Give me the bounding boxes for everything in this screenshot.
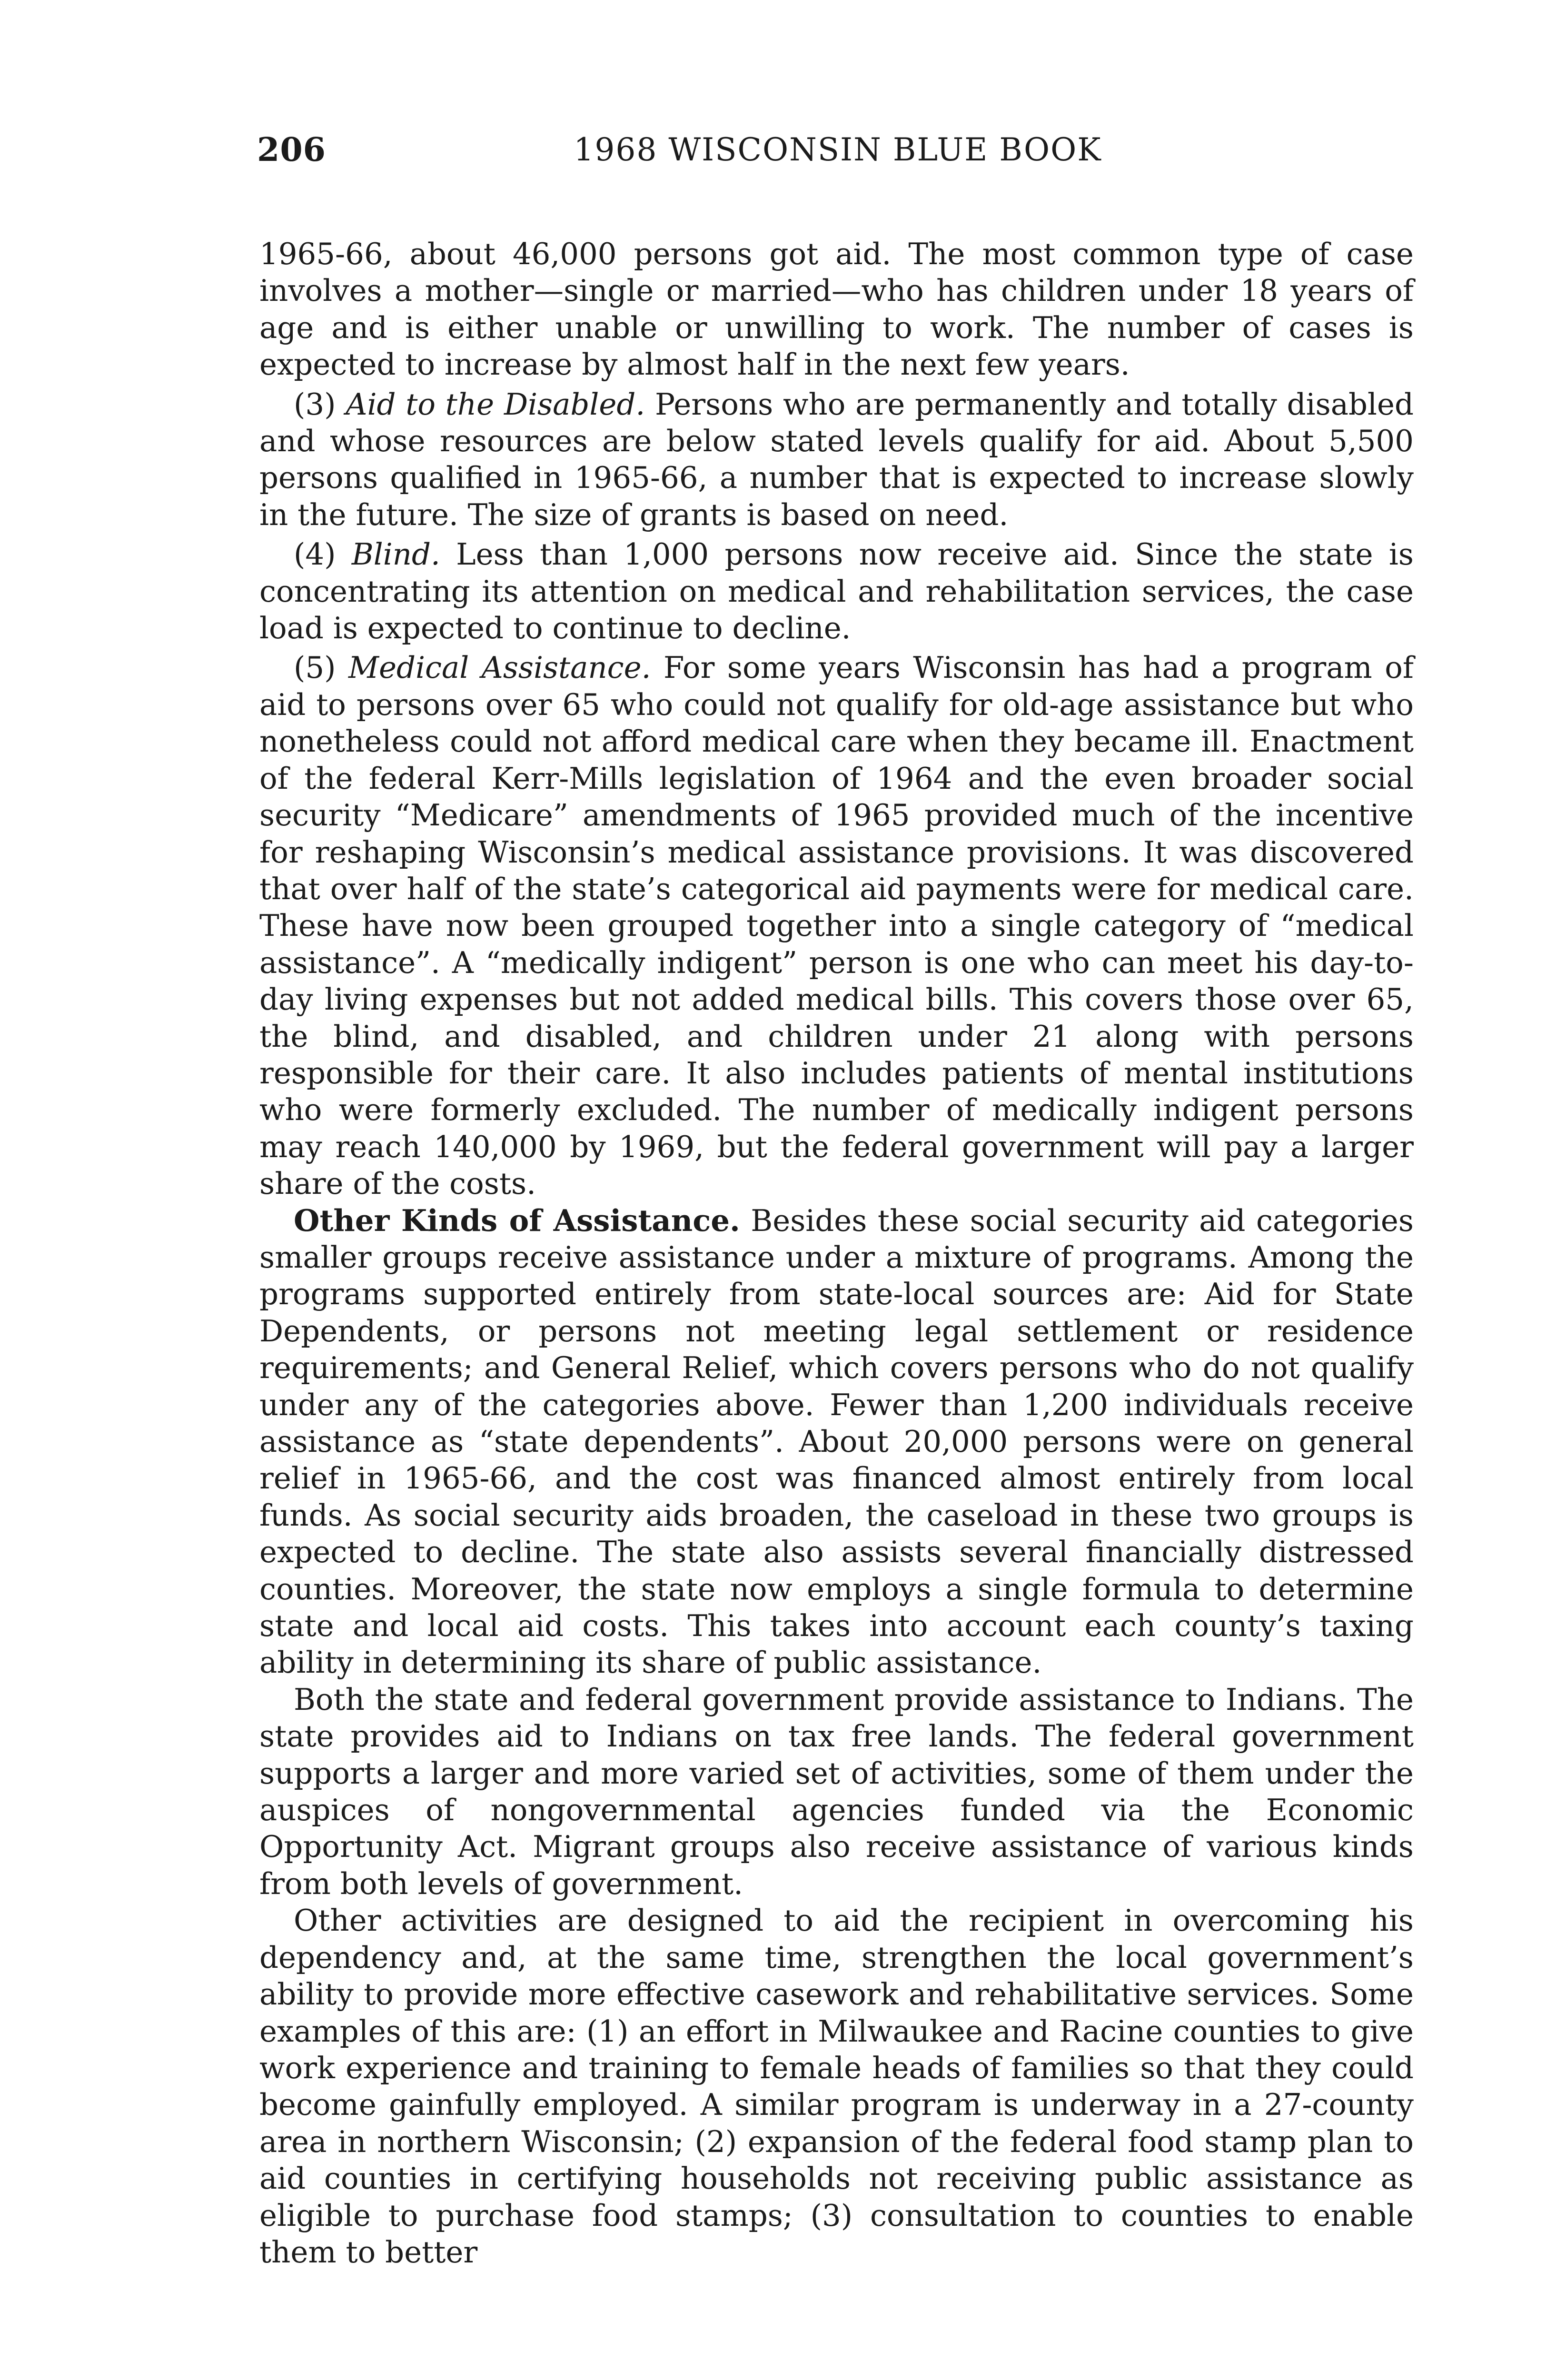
paragraph-text: Both the state and federal government provide assistance to Indians. The state provides aid to Indians on tax free lands. The federal government supports a larger and more varied set of activities, some of them under the auspices of nongovernmental agencies funded via the Economic Opportunity Act. Migrant groups also receive assistance of various kinds from both levels of government.	[259, 1682, 1414, 1901]
section-heading: Aid to the Disabled.	[346, 387, 645, 422]
paragraph-text: Besides these social security aid categories smaller groups receive assistance under a mixture of programs. Among the programs supported entirely from state-local sources are: Aid for State Dependents, or persons not meeting legal settlement or residence requirements; and General Relief, which covers persons who do not qualify under any of the categories above. Fewer than 1,200 individuals receive assistance as “state dependents”. About 20,000 persons were on general relief in 1965-66, and the cost was financed almost entirely from local funds. As social security aids broaden, the caseload in these two groups is expected to decline. The state also assists several financially distressed counties. Moreover, the state now employs a single formula to determine state and local aid costs. This takes into account each county’s taxing ability in determining its share of public assistance.	[259, 1203, 1414, 1680]
paragraph-continuation	[259, 236, 1414, 383]
paragraph-text: Less than 1,000 persons now receive aid. Since the state is concentrating its attention on medical and rehabilitation services, the case load is expected to continue to decline.	[259, 537, 1414, 646]
section-number: (3)	[294, 387, 336, 422]
running-head	[257, 129, 1418, 171]
book-title: 1968 WISCONSIN BLUE BOOK	[574, 131, 1102, 168]
section-heading: Blind.	[351, 537, 440, 572]
paragraph-other-kinds-of-assistance	[259, 1202, 1414, 1681]
section-number: (5)	[294, 650, 336, 685]
section-heading: Other Kinds of Assistance.	[294, 1202, 740, 1238]
paragraph-blind	[259, 536, 1414, 646]
section-heading: Medical Assistance.	[348, 650, 651, 685]
paragraph-text: 1965-66, about 46,000 persons got aid. The most common type of case involves a mother—single or married—who has children under 18 years of age and is either unable or unwilling to work. The number of cases is expected to increase by almost half in the next few years.	[259, 237, 1414, 382]
paragraph-text: For some years Wisconsin has had a program of aid to persons over 65 who could not qualify for old-age assistance but who nonetheless could not afford medical care when they became ill. Enactment of the federal Kerr-Mills legislation of 1964 and the even broader social security “Medicare” amendments of 1965 provided much of the incentive for reshaping Wisconsin’s medical assistance provisions. It was discovered that over half of the state’s categorical aid payments were for medical care. These have now been grouped together into a single category of “medical assistance”. A “medically indigent” person is one who can meet his day-to-day living expenses but not added medical bills. This covers those over 65, the blind, and disabled, and children under 21 along with persons responsible for their care. It also includes patients of mental institutions who were formerly excluded. The number of medically indigent persons may reach 140,000 by 1969, but the federal government will pay a larger share of the costs.	[259, 650, 1414, 1201]
paragraph-medical-assistance	[259, 649, 1414, 1202]
paragraph-indians	[259, 1681, 1414, 1902]
paragraph-text: Persons who are permanently and totally disabled and whose resources are below stated levels qualify for aid. About 5,500 persons qualified in 1965-66, a number that is expected to increase slowly in the future. The size of grants is based on need.	[259, 387, 1414, 532]
paragraph-other-activities	[259, 1902, 1414, 2271]
paragraph-aid-to-disabled	[259, 386, 1414, 534]
section-number: (4)	[294, 537, 336, 572]
page-number: 206	[257, 131, 326, 169]
paragraph-text: Other activities are designed to aid the recipient in overcoming his dependency and, at the same time, strengthen the local government’s ability to provide more effective casework and rehabilitative services. Some examples of this are: (1) an effort in Milwaukee and Racine counties to give work experience and training to female heads of families so that they could become gainfully employed. A similar program is underway in a 27-county area in northern Wisconsin; (2) expansion of the federal food stamp plan to aid counties in certifying households not receiving public assistance as eligible to purchase food stamps; (3) consultation to counties to enable them to better	[259, 1903, 1414, 2270]
body-text	[259, 236, 1414, 2271]
